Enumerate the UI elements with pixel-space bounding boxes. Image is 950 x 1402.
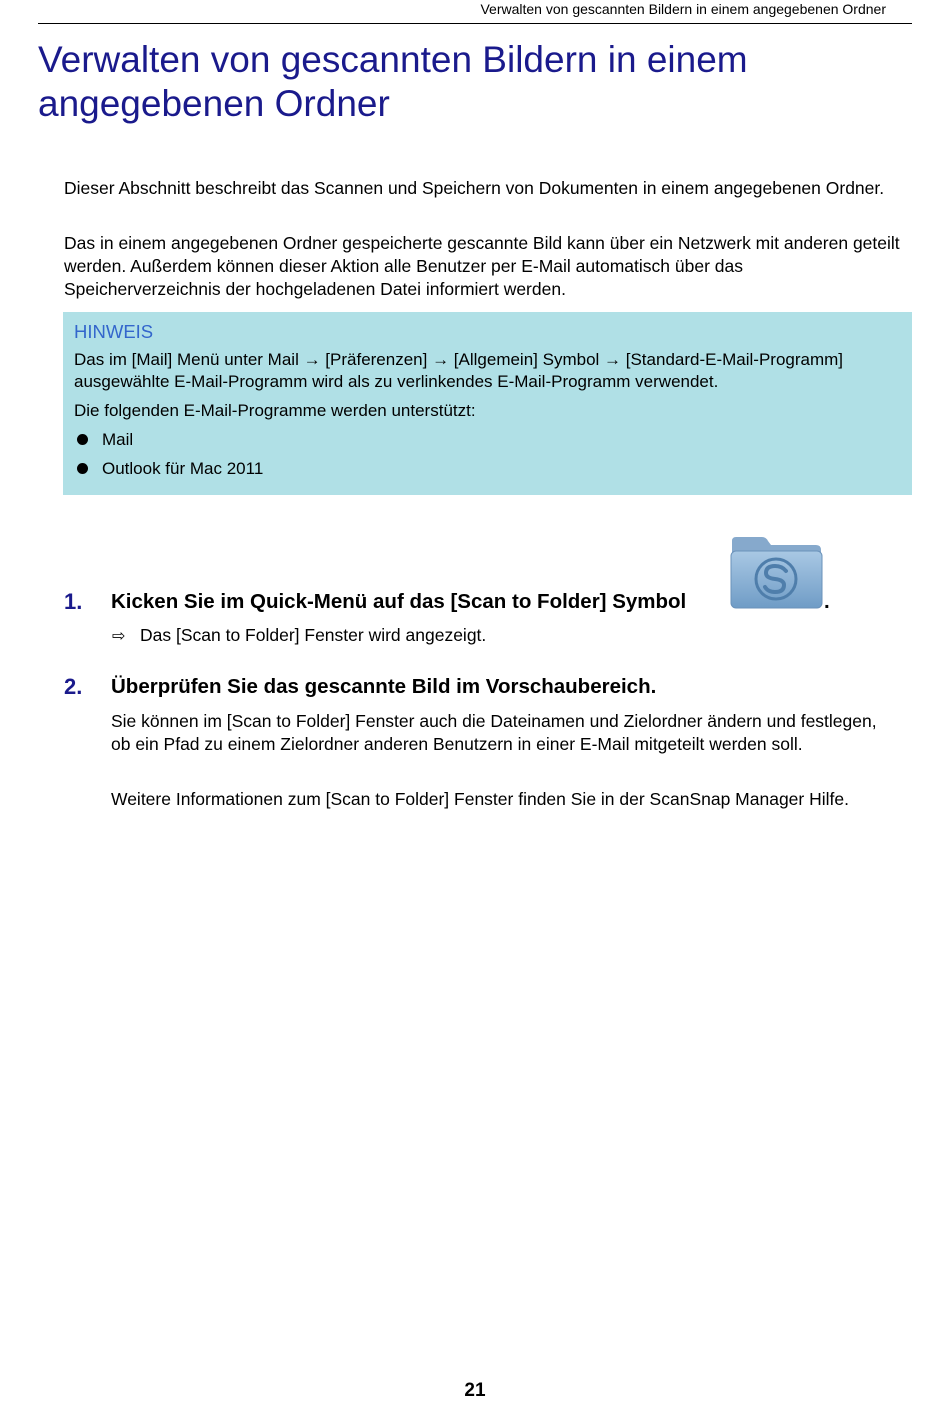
note-box <box>63 312 912 495</box>
step-2-body-2: Weitere Informationen zum [Scan to Folder] Fenster finden Sie in der ScanSnap Manager Hilfe. <box>111 789 849 809</box>
page-number: 21 <box>464 1380 486 1401</box>
intro-paragraph-1: Dieser Abschnitt beschreibt das Scannen und Speichern von Dokumenten in einem angegebenen Ordner. <box>64 178 885 198</box>
supported-programs-list <box>74 429 901 480</box>
scan-to-folder-icon <box>728 535 824 611</box>
list-item-label: Mail <box>102 430 134 449</box>
bullet-icon <box>77 463 88 474</box>
result-arrow-icon: ⇨ <box>112 628 126 645</box>
note-label: HINWEIS <box>74 321 154 342</box>
step-1-result <box>112 624 486 648</box>
page-title: Verwalten von gescannten Bildern in einem angegebenen Ordner <box>38 39 748 124</box>
bullet-icon <box>77 434 88 445</box>
running-header: Verwalten von gescannten Bildern in einem angegebenen Ordner <box>38 0 912 24</box>
list-item <box>74 429 901 451</box>
step-2-body-1: Sie können im [Scan to Folder] Fenster auch die Dateinamen und Zielordner ändern und festlegen, ob ein Pfad zu einem Zielordner anderen Benutzern in einer E-Mail mitgeteilt werden soll. <box>111 711 877 754</box>
step-title: Überprüfen Sie das gescannte Bild im Vorschaubereich. <box>111 675 657 698</box>
note-text-2: Die folgenden E-Mail-Programme werden unterstützt: <box>74 401 476 420</box>
step-title <box>111 589 686 615</box>
step-number: 1. <box>64 589 83 614</box>
step-title-end: . <box>824 590 830 613</box>
note-text-1: Das im [Mail] Menü unter Mail → [Präferenzen] → [Allgemein] Symbol → [Standard-E-Mail-Programm] ausgewählte E-Mail-Programm wird als zu verlinkendes E-Mail-Programm verwendet. <box>74 350 844 391</box>
list-item-label: Outlook für Mac 2011 <box>102 459 264 478</box>
intro-paragraph-2: Das in einem angegebenen Ordner gespeicherte gescannte Bild kann über ein Netzwerk mit anderen geteilt werden. Außerdem können dieser Aktion alle Benutzer per E-Mail automatisch über das Speicherverzeichnis der hochgeladenen Datei informiert werden. <box>64 233 900 299</box>
step-1-result-text: Das [Scan to Folder] Fenster wird angezeigt. <box>140 625 487 645</box>
step-number: 2. <box>64 674 83 699</box>
list-item <box>74 458 901 480</box>
step-title-text: Kicken Sie im Quick-Menü auf das [Scan to Folder] Symbol <box>111 590 687 613</box>
